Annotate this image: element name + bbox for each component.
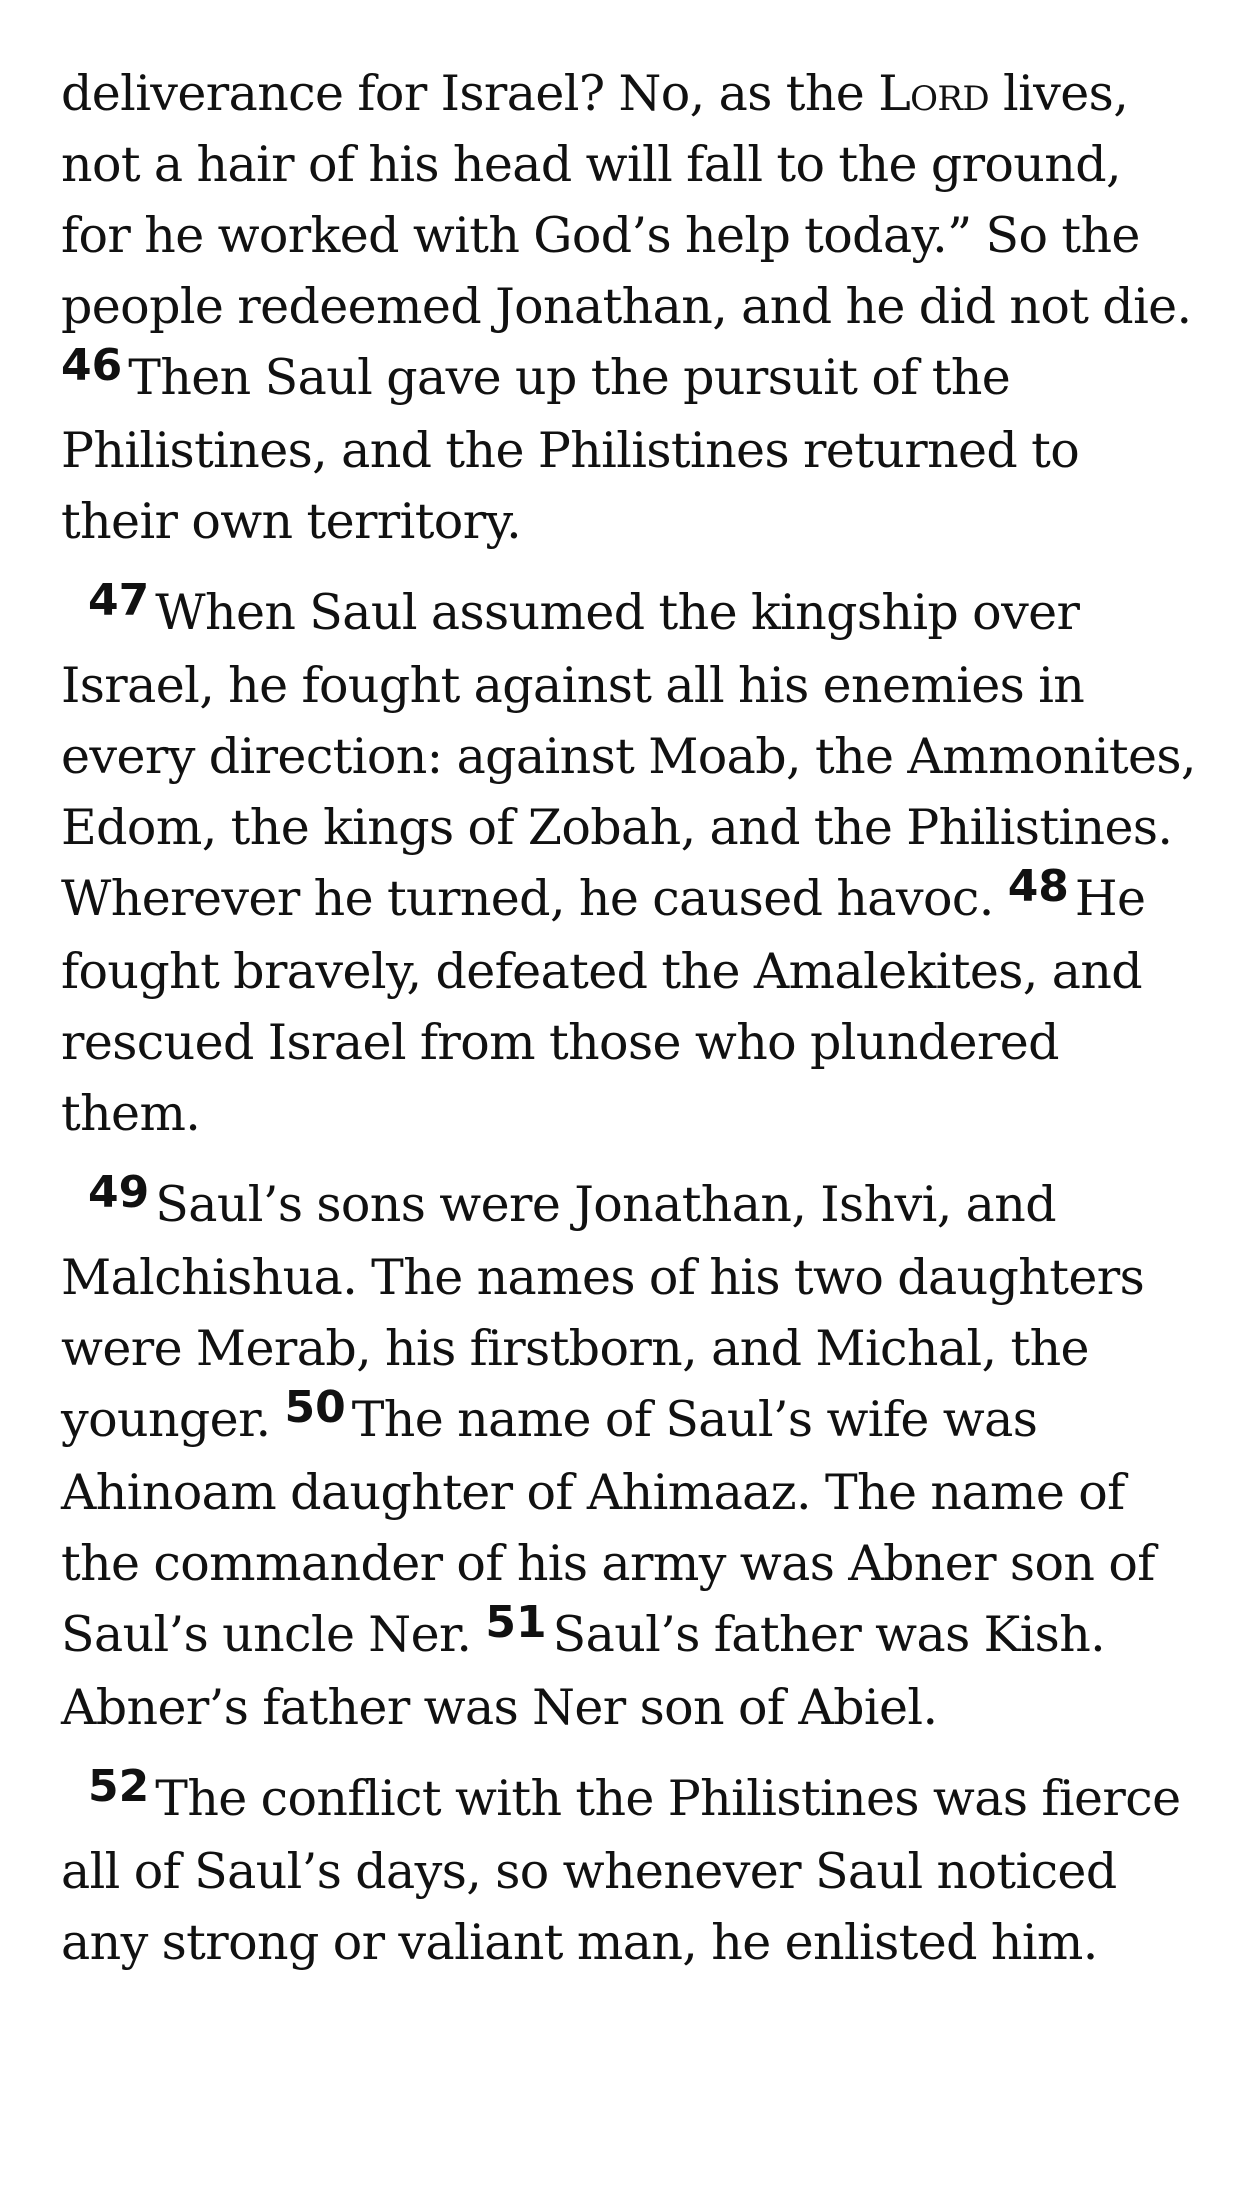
verse-text: Then Saul gave up the pursuit of the Philistines, and the Philistines returned to their own territory.: [61, 349, 1080, 550]
verse-number: 52: [88, 1761, 150, 1812]
verse-text: deliverance for Israel? No, as the: [61, 65, 879, 122]
reading-page: [61, 58, 1201, 1978]
verse-text: The name of Saul’s wife was Ahinoam daughter of Ahimaaz. The name of the commander of his army was Abner son of Saul’s uncle Ner.: [61, 1391, 1155, 1663]
verse-text: lives, not a hair of his head will fall to the ground, for he worked with God’s help today.” So the people redeemed Jonathan, and he did not die.: [61, 65, 1192, 335]
verse-text: Saul’s sons were Jonathan, Ishvi, and Malchishua. The names of his two daughters were Merab, his firstborn, and Michal, the younger.: [61, 1176, 1145, 1448]
verse-number: 49: [88, 1167, 150, 1218]
paragraph: [61, 1169, 1201, 1743]
paragraph: [61, 58, 1201, 557]
verse-number: 46: [61, 340, 123, 391]
verse-text: Saul’s father was Kish. Abner’s father was Ner son of Abiel.: [61, 1606, 1106, 1736]
paragraph: [61, 577, 1201, 1149]
verse-text: He fought bravely, defeated the Amalekites, and rescued Israel from those who plundered them.: [61, 870, 1146, 1142]
verse-text: The conflict with the Philistines was fierce all of Saul’s days, so whenever Saul noticed any strong or valiant man, he enlisted him.: [61, 1770, 1181, 1971]
divine-name: Lord: [878, 65, 990, 122]
verse-number: 50: [284, 1382, 346, 1433]
verse-number: 51: [485, 1597, 547, 1648]
verse-number: 47: [88, 575, 150, 626]
verse-number: 48: [1007, 861, 1069, 912]
paragraph: [61, 1763, 1201, 1978]
verse-text: When Saul assumed the kingship over Israel, he fought against all his enemies in every direction: against Moab, the Ammonites, Edom, the kings of Zobah, and the Philistines. Wherever he turned, he caused havoc.: [61, 584, 1196, 927]
